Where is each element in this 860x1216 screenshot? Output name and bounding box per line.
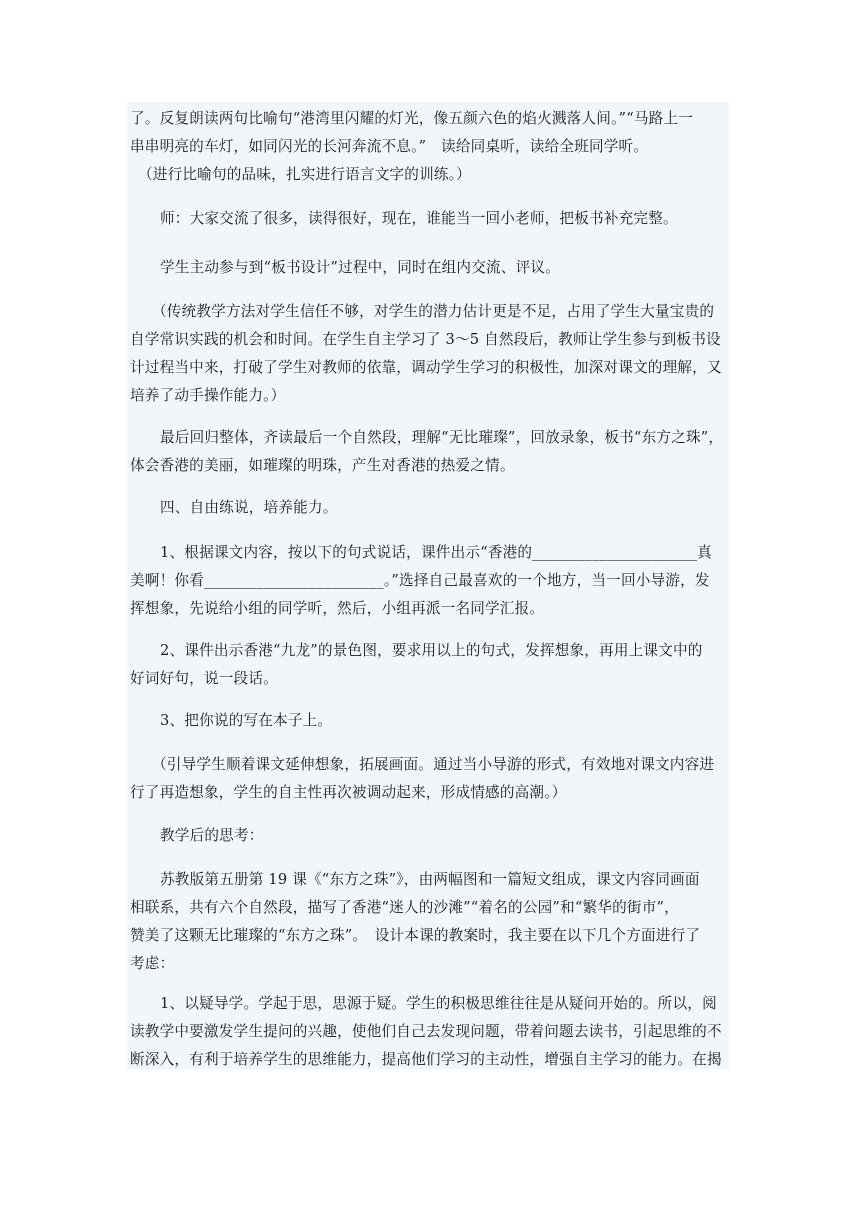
text-line: 1、以疑导学。学起于思，思源于疑。学生的积极思维往往是从疑问开始的。所以，阅 [160, 995, 717, 1012]
text-line: 美啊！你看________________________。”选择自己最喜欢的一个地方，当一回小导游，发 [130, 572, 710, 589]
paragraph-metaphor-reading [130, 105, 730, 189]
text-line: 断深入，有利于培养学生的思维能力，提高他们学习的主动性，增强自主学习的能力。在揭 [130, 1051, 722, 1068]
text-line: 计过程当中来，打破了学生对教师的依靠，调动学生学习的积极性，加深对课文的理解，又 [130, 359, 722, 376]
text-line: 好词好句，说一段话。 [130, 670, 278, 687]
text-line: 挥想象，先说给小组的同学听，然后，小组再派一名同学汇报。 [130, 600, 545, 617]
text-line: 串串明亮的车灯，如同闪光的长河奔流不息。” 读给同桌听，读给全班同学听。 [130, 138, 649, 155]
text-line: 学生主动参与到“板书设计”过程中，同时在组内交流、评议。 [160, 259, 560, 276]
paragraph-guidance-note [130, 751, 730, 807]
paragraph-exercise-2 [130, 637, 730, 693]
paragraph-teacher-prompt [130, 205, 730, 233]
text-line: 教学后的思考： [160, 827, 264, 844]
paragraph-question-guided-learning [130, 990, 730, 1074]
text-line: 培养了动手操作能力。） [130, 387, 286, 404]
text-line: 赞美了这颗无比璀璨的“东方之珠”。 设计本课的教案时，我主要在以下几个方面进行了 [130, 927, 701, 944]
text-line: 行了再造想象，学生的自主性再次被调动起来，形成情感的高潮。） [130, 784, 567, 801]
paragraph-return-to-whole [130, 424, 730, 480]
text-line: 1、根据课文内容，按以下的句式说话，课件出示“香港的______________________真 [160, 544, 712, 561]
text-line: 师：大家交流了很多，读得很好，现在，谁能当一回小老师，把板书补充完整。 [160, 210, 678, 227]
text-line: 读教学中要激发学生提问的兴趣，使他们自己去发现问题，带着问题去读书，引起思维的不 [130, 1023, 722, 1040]
text-line: 体会香港的美丽，如璀璨的明珠，产生对香港的热爱之情。 [130, 457, 515, 474]
text-line: 四、自由练说，培养能力。 [160, 499, 338, 516]
paragraph-student-participation [130, 254, 730, 282]
text-line: 了。反复朗读两句比喻句“港湾里闪耀的灯光，像五颜六色的焰火溅落人间。”“马路上一 [130, 110, 694, 127]
section-heading-reflection [130, 822, 730, 850]
paragraph-exercise-3 [130, 707, 730, 735]
paragraph-lesson-overview [130, 866, 730, 978]
text-line: 自学常识实践的机会和时间。在学生自主学习了 3～5 自然段后，教师让学生参与到板书设 [130, 331, 721, 348]
text-line: 考虑： [130, 955, 175, 972]
paragraph-exercise-1 [130, 539, 730, 623]
text-line: （进行比喻句的品味，扎实进行语言文字的训练。） [138, 166, 471, 183]
text-line: 最后回归整体，齐读最后一个自然段，理解“无比璀璨”，回放录象，板书“东方之珠”， [160, 429, 724, 446]
text-line: 相联系，共有六个自然段，描写了香港“迷人的沙滩”“着名的公园”和“繁华的街市”， [130, 899, 679, 916]
text-line: （传统教学方法对学生信任不够，对学生的潜力估计更是不足，占用了学生大量宝贵的 [152, 303, 715, 320]
text-line: 苏教版第五册第 19 课《“东方之珠”》，由两幅图和一篇短文组成，课文内容同画面 [160, 871, 700, 888]
text-line: 3、把你说的写在本子上。 [160, 712, 333, 729]
text-line: （引导学生顺着课文延伸想象，拓展画面。通过当小导游的形式，有效地对课文内容进 [152, 756, 715, 773]
paragraph-traditional-methods-note [130, 298, 730, 410]
section-heading-free-speaking [130, 494, 730, 522]
text-line: 2、课件出示香港“九龙”的景色图，要求用以上的句式，发挥想象，再用上课文中的 [160, 642, 703, 659]
